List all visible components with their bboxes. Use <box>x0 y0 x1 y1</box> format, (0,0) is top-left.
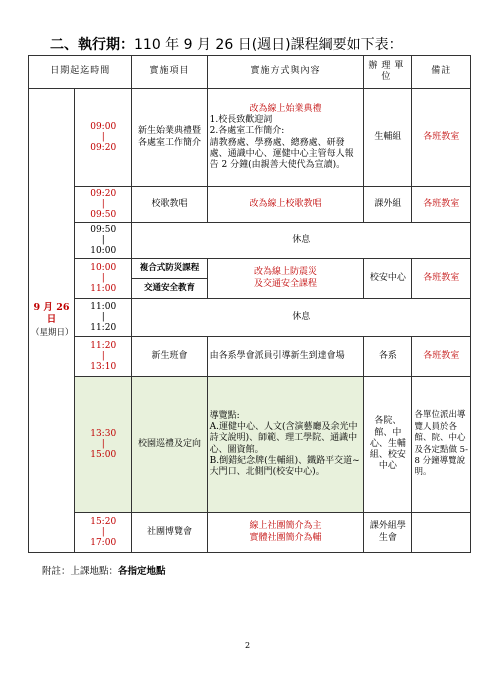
table-row <box>29 259 471 299</box>
table-header-row <box>29 56 471 89</box>
break-cell: 休息 <box>132 299 471 337</box>
item-cell: 校歌教唱 <box>132 187 207 223</box>
section-heading-text: 110 年 9 月 26 日(週日)課程綱要如下表： <box>134 37 403 53</box>
content-cell: 由各系學會派員引導新生到達會場 <box>207 337 364 377</box>
footnote-value: 各指定地點 <box>118 566 166 577</box>
time-cell: 13:30 | 15:00 <box>74 377 131 513</box>
item-cell: 新生始業典禮暨各處室工作簡介 <box>132 89 207 187</box>
header-item: 實施項目 <box>132 56 207 89</box>
header-time: 日期起迄時間 <box>29 56 132 89</box>
header-content: 實施方式與內容 <box>207 56 364 89</box>
table-row <box>29 513 471 553</box>
break-cell: 休息 <box>132 223 471 259</box>
content-title: 改為線上始業典禮 <box>249 103 322 114</box>
section-heading <box>50 34 403 54</box>
table-row <box>29 377 471 513</box>
note-cell: 各單位派出導覽人員於各館、院、中心及各定點做 5-8 分鐘導覽說明。 <box>412 377 471 513</box>
item-cell: 新生班會 <box>132 337 207 377</box>
weekday-text: （星期日） <box>31 328 74 339</box>
note-cell: 各班教室 <box>412 187 471 223</box>
time-cell: 11:00 | 11:20 <box>74 299 131 337</box>
table-row <box>29 89 471 187</box>
table-row <box>29 223 471 259</box>
note-cell: 各班教室 <box>412 259 471 299</box>
unit-cell: 生輔組 <box>364 89 412 187</box>
table-row <box>29 187 471 223</box>
time-cell: 10:00 | 11:00 <box>74 259 131 299</box>
item-cell: 校園巡禮及定向 <box>132 377 207 513</box>
unit-cell: 校安中心 <box>364 259 412 299</box>
schedule-table <box>28 55 471 553</box>
time-cell: 09:20 | 09:50 <box>74 187 131 223</box>
table-row <box>29 337 471 377</box>
content-cell: 線上社團簡介為主 實體社團簡介為輔 <box>207 513 364 553</box>
page-number: 2 <box>244 641 251 650</box>
time-cell: 11:20 | 13:10 <box>74 337 131 377</box>
date-text: 9 月 26 日 <box>33 302 70 326</box>
unit-cell: 各系 <box>364 337 412 377</box>
item-cell: 複合式防災課程 交通安全教育 <box>132 259 207 299</box>
time-cell: 15:20 | 17:00 <box>74 513 131 553</box>
content-cell: 改為線上始業典禮 1.校長致歡迎詞 2.各處室工作簡介: 請教務處、學務處、總務處、研發處、通識中心、運健中心主管每人報告 2 分鐘(由親善大使代為宣讀)。 <box>207 89 364 187</box>
footnote <box>42 563 166 577</box>
header-note: 備註 <box>412 56 471 89</box>
unit-cell: 課外組 <box>364 187 412 223</box>
time-cell: 09:00 | 09:20 <box>74 89 131 187</box>
time-cell: 09:50 | 10:00 <box>74 223 131 259</box>
unit-cell: 各院、館、中心、生輔組、校安中心 <box>364 377 412 513</box>
content-cell: 改為線上校歌教唱 <box>207 187 364 223</box>
date-cell <box>29 89 75 553</box>
unit-cell: 課外組學生會 <box>364 513 412 553</box>
content-cell: 改為線上防震災 及交通安全課程 <box>207 259 364 299</box>
footnote-label: 附註：上課地點： <box>42 566 119 577</box>
content-cell: 導覽點: A.運健中心、人文(含演藝廳及余光中詩文說明)、師範、理工學院、通識中心、圖資館。 B.倒錯紀念牌(生輔組)、鐵路平交道~大門口、北側門(校安中心)。 <box>207 377 364 513</box>
note-cell <box>412 513 471 553</box>
note-cell: 各班教室 <box>412 337 471 377</box>
section-heading-label: 二、執行期： <box>50 37 134 53</box>
table-row <box>29 299 471 337</box>
note-cell: 各班教室 <box>412 89 471 187</box>
item-cell: 社團博覽會 <box>132 513 207 553</box>
header-unit: 辦理單位 <box>364 56 412 89</box>
